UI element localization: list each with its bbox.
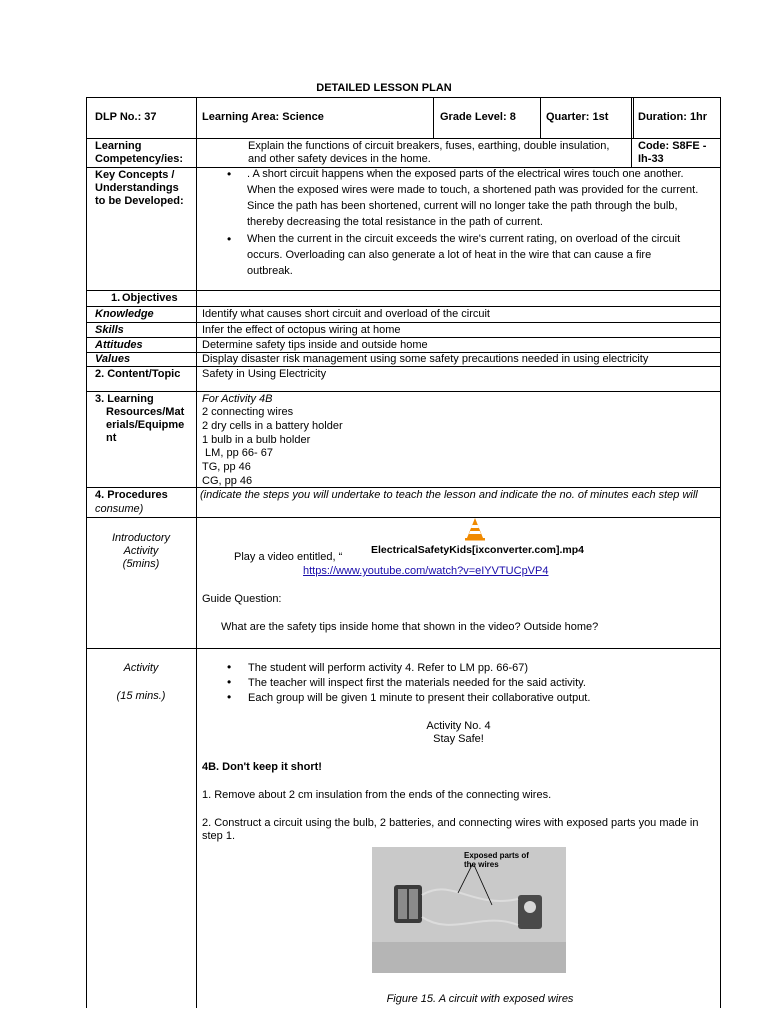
skills-text: Infer the effect of octopus wiring at home: [202, 324, 401, 336]
content-text: Safety in Using Electricity: [202, 368, 327, 380]
dlp-number: DLP No.: 37: [95, 111, 157, 123]
video-filename[interactable]: ElectricalSafetyKids[ixconverter.com].mp4: [371, 544, 585, 556]
concept-1-line-3: Since the path has been shortened, current will no longer take the path through the bulb,: [247, 200, 678, 212]
resource-item: TG, pp 46: [202, 461, 251, 473]
resources-label-3: erials/Equipme: [106, 419, 185, 431]
activity-bullet: Each group will be given 1 minute to present their collaborative output.: [248, 692, 591, 704]
concept-1-line-2: When the exposed wires were made to touch, a shortened path was provided for the current.: [247, 184, 699, 196]
content-label: 2. Content/Topic: [95, 368, 181, 380]
resource-item: 2 dry cells in a battery holder: [202, 420, 343, 432]
bullet-3: •: [227, 660, 232, 674]
grade-level: Grade Level: 8: [440, 111, 516, 123]
step-1: 1. Remove about 2 cm insulation from the ends of the connecting wires.: [202, 789, 552, 801]
document-title: DETAILED LESSON PLAN: [316, 82, 452, 94]
resource-item: LM, pp 66- 67: [202, 447, 273, 459]
concept-2-line-1: When the current in the circuit exceeds the wire's current rating, on overload of the circuit: [247, 233, 681, 245]
activity-label-2: (15 mins.): [116, 690, 166, 702]
key-concepts-label-3: to be Developed:: [95, 195, 184, 207]
procedures-note: (indicate the steps you will undertake to teach the lesson and indicate the no. of minutes each step will: [200, 489, 698, 501]
concept-2-line-3: outbreak.: [247, 265, 293, 277]
guide-question-text: What are the safety tips inside home that shown in the video? Outside home?: [221, 621, 599, 633]
resource-item: 1 bulb in a bulb holder: [202, 434, 311, 446]
bullet-2: •: [227, 232, 232, 246]
competency-text-2: and other safety devices in the home.: [248, 153, 431, 165]
resource-item: For Activity 4B: [202, 393, 273, 405]
objectives-number: 1.: [111, 292, 121, 304]
bullet-1: •: [227, 167, 232, 181]
key-concepts-label-1: Key Concepts /: [95, 169, 175, 181]
duration: Duration: 1hr: [638, 111, 708, 123]
knowledge-label: Knowledge: [95, 308, 154, 320]
intro-label-2: Activity: [123, 545, 159, 557]
competency-code-1: Code: S8FE -: [638, 140, 707, 152]
values-text: Display disaster risk management using some safety precautions needed in using electricity: [202, 353, 649, 365]
concept-2-line-2: occurs. Overloading can also generate a lot of heat in the wire that can cause a fire: [247, 249, 652, 261]
activity-bullet: The teacher will inspect first the materials needed for the said activity.: [248, 677, 586, 689]
concept-1-line-1: . A short circuit happens when the exposed parts of the electrical wires touch one another.: [247, 168, 684, 180]
key-concepts-label-2: Understandings: [95, 182, 179, 194]
learning-area: Learning Area: Science: [202, 111, 324, 123]
attitudes-label: Attitudes: [95, 339, 143, 351]
values-label: Values: [95, 353, 131, 365]
skills-label: Skills: [95, 324, 124, 336]
procedures-label-1: 4. Procedures: [95, 489, 168, 501]
procedures-label-2: consume): [95, 503, 144, 515]
guide-question-label: Guide Question:: [202, 593, 282, 605]
resources-label-1: 3. Learning: [95, 393, 154, 405]
competency-label-1: Learning: [95, 140, 142, 152]
intro-label-1: Introductory: [111, 532, 171, 544]
play-video-text: Play a video entitled, “: [234, 551, 343, 563]
activity-bullet: The student will perform activity 4. Refer to LM pp. 66-67): [248, 662, 529, 674]
intro-label-3: (5mins): [122, 558, 160, 570]
activity-subheading: 4B. Don't keep it short!: [202, 761, 322, 773]
figure-caption: Figure 15. A circuit with exposed wires: [386, 993, 574, 1005]
objectives-heading: Objectives: [122, 292, 178, 304]
step-2-line-1: 2. Construct a circuit using the bulb, 2 batteries, and connecting wires with exposed parts you made in: [202, 817, 699, 829]
photo-label-2: the wires: [464, 860, 499, 869]
resource-item: 2 connecting wires: [202, 406, 294, 418]
resources-label-4: nt: [106, 432, 117, 444]
resource-item: CG, pp 46: [202, 475, 253, 487]
circuit-photo: [372, 847, 566, 973]
photo-label-1: Exposed parts of: [464, 851, 529, 860]
competency-code-2: Ih-33: [638, 153, 664, 165]
activity-label-1: Activity: [123, 662, 159, 674]
competency-text-1: Explain the functions of circuit breakers, fuses, earthing, double insulation,: [248, 140, 610, 152]
step-2-line-2: step 1.: [202, 830, 236, 842]
activity-name: Stay Safe!: [433, 733, 484, 745]
bullet-5: •: [227, 690, 232, 704]
knowledge-text: Identify what causes short circuit and overload of the circuit: [202, 308, 490, 320]
competency-label-2: Competency/ies:: [95, 153, 184, 165]
attitudes-text: Determine safety tips inside and outside home: [202, 339, 428, 351]
resources-label-2: Resources/Mat: [106, 406, 185, 418]
bullet-4: •: [227, 675, 232, 689]
concept-1-line-4: thereby decreasing the total resistance in the path of current.: [247, 216, 543, 228]
activity-number: Activity No. 4: [426, 720, 491, 732]
vlc-cone-icon[interactable]: [464, 517, 486, 541]
video-link[interactable]: https://www.youtube.com/watch?v=eIYVTUCpVP4: [303, 565, 549, 577]
quarter: Quarter: 1st: [546, 111, 609, 123]
